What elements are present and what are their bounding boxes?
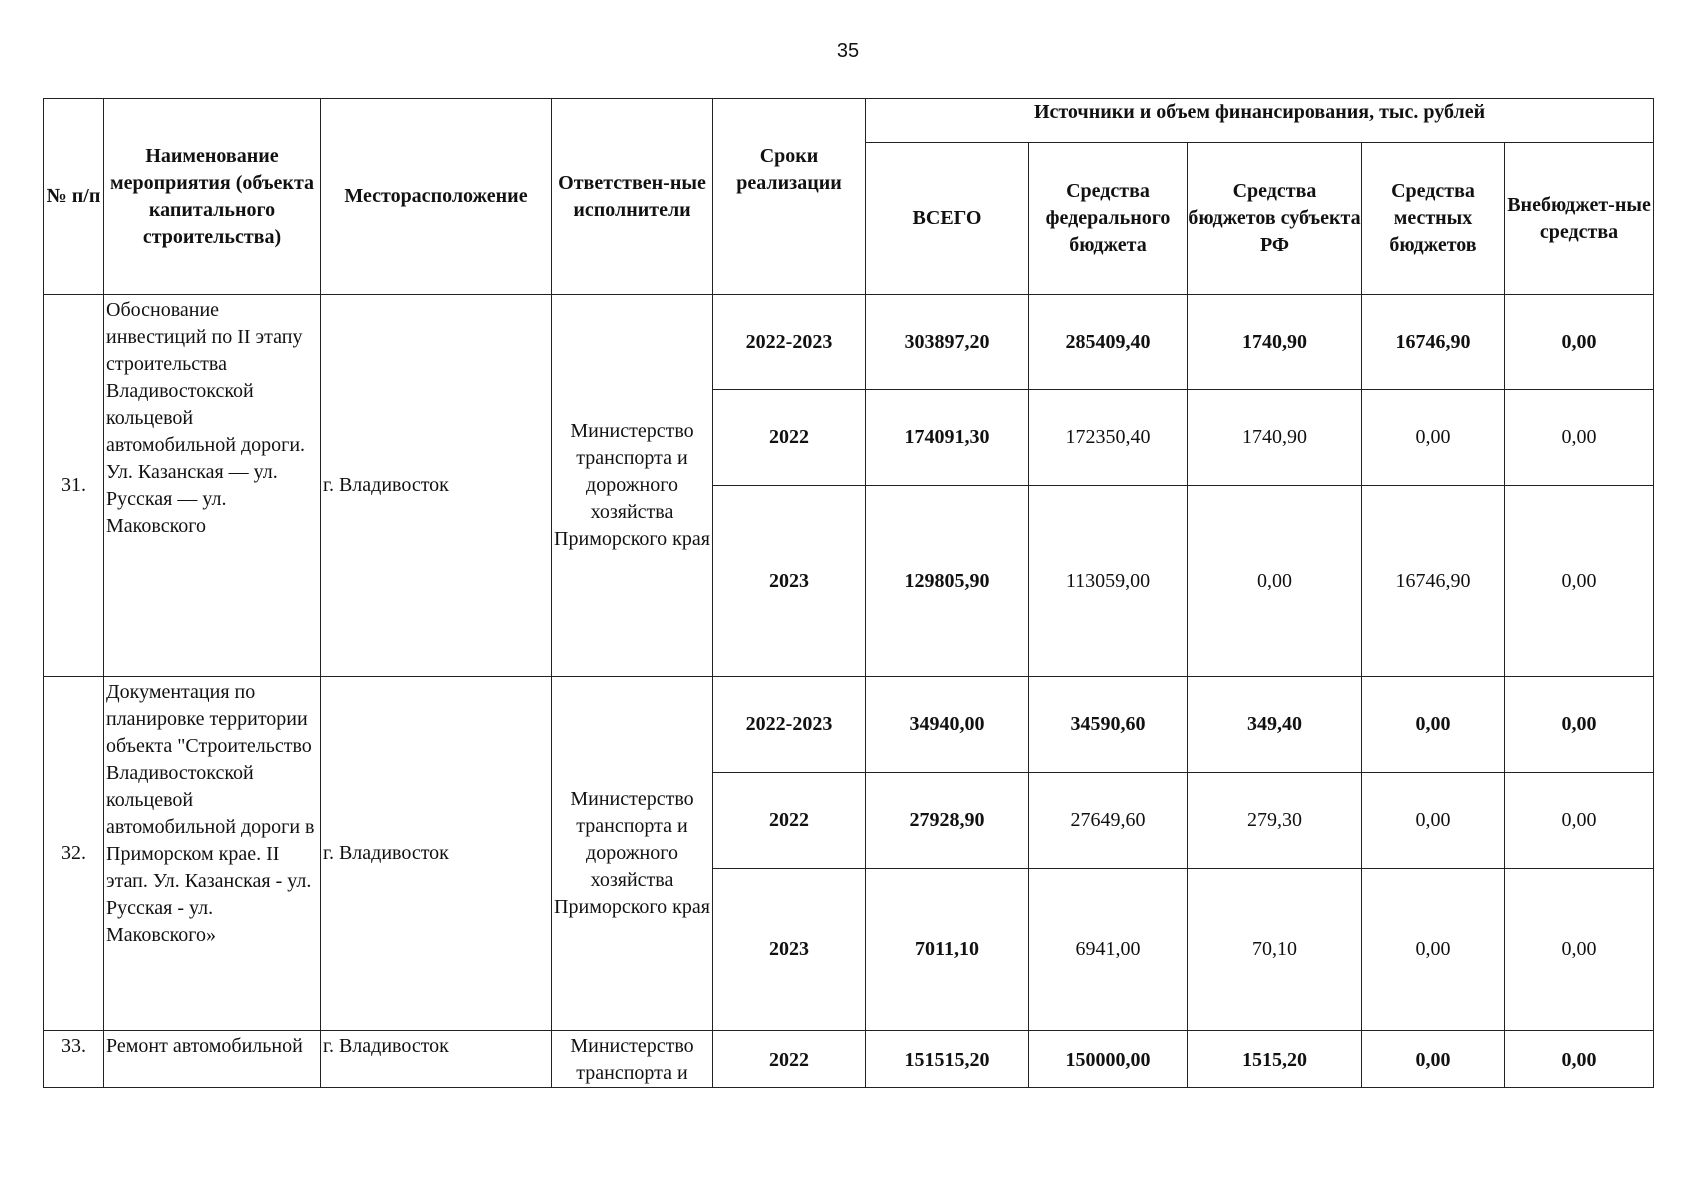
federal-cell: 6941,00: [1029, 869, 1188, 1031]
header-offbudget: Внебюджет-ные средства: [1505, 143, 1654, 295]
row-number: 32.: [44, 677, 104, 1031]
header-federal: Средства федерального бюджета: [1029, 143, 1188, 295]
financing-table: [43, 98, 1654, 1088]
event-name: Обоснование инвестиций по II этапу строительства Владивостокской кольцевой автомобильной дороги. Ул. Казанская — ул. Русская — ул. Маковского: [104, 295, 321, 677]
header-local: Средства местных бюджетов: [1362, 143, 1505, 295]
period-cell: 2022-2023: [713, 677, 866, 773]
period-cell: 2022: [713, 390, 866, 486]
offbudget-cell: 0,00: [1505, 1031, 1654, 1088]
event-name: Ремонт автомобильной: [104, 1031, 321, 1088]
offbudget-cell: 0,00: [1505, 773, 1654, 869]
event-name: Документация по планировке территории объекта "Строительство Владивостокской кольцевой автомобильной дороги в Приморском крае. II этап. Ул. Казанская - ул. Русская - ул. Маковского»: [104, 677, 321, 1031]
offbudget-cell: 0,00: [1505, 486, 1654, 677]
offbudget-cell: 0,00: [1505, 295, 1654, 390]
total-cell: 174091,30: [866, 390, 1029, 486]
total-cell: 151515,20: [866, 1031, 1029, 1088]
header-executors: Ответствен-ные исполнители: [552, 99, 713, 295]
local-cell: 0,00: [1362, 773, 1505, 869]
header-name: Наименование мероприятия (объекта капитального строительства): [104, 99, 321, 295]
local-cell: 0,00: [1362, 390, 1505, 486]
offbudget-cell: 0,00: [1505, 390, 1654, 486]
period-cell: 2022-2023: [713, 295, 866, 390]
total-cell: 129805,90: [866, 486, 1029, 677]
subject-cell: 70,10: [1188, 869, 1362, 1031]
table-row: [44, 677, 1654, 773]
local-cell: 0,00: [1362, 677, 1505, 773]
table-row: [44, 1031, 1654, 1088]
local-cell: 0,00: [1362, 869, 1505, 1031]
location: г. Владивосток: [321, 677, 552, 1031]
total-cell: 34940,00: [866, 677, 1029, 773]
subject-cell: 1740,90: [1188, 390, 1362, 486]
federal-cell: 172350,40: [1029, 390, 1188, 486]
federal-cell: 150000,00: [1029, 1031, 1188, 1088]
local-cell: 16746,90: [1362, 295, 1505, 390]
federal-cell: 27649,60: [1029, 773, 1188, 869]
row-number: 31.: [44, 295, 104, 677]
federal-cell: 113059,00: [1029, 486, 1188, 677]
location: г. Владивосток: [321, 295, 552, 677]
executor: Министерство транспорта и: [552, 1031, 713, 1088]
header-sources: Источники и объем финансирования, тыс. рублей: [866, 99, 1654, 143]
offbudget-cell: 0,00: [1505, 869, 1654, 1031]
period-cell: 2023: [713, 486, 866, 677]
executor: Министерство транспорта и дорожного хозяйства Приморского края: [552, 295, 713, 677]
subject-cell: 0,00: [1188, 486, 1362, 677]
period-cell: 2022: [713, 1031, 866, 1088]
federal-cell: 285409,40: [1029, 295, 1188, 390]
local-cell: 0,00: [1362, 1031, 1505, 1088]
header-row-1: [44, 99, 1654, 143]
subject-cell: 279,30: [1188, 773, 1362, 869]
table-row: [44, 295, 1654, 390]
header-period: Сроки реализации: [713, 99, 866, 295]
local-cell: 16746,90: [1362, 486, 1505, 677]
period-cell: 2023: [713, 869, 866, 1031]
header-num: № п/п: [44, 99, 104, 295]
subject-cell: 349,40: [1188, 677, 1362, 773]
federal-cell: 34590,60: [1029, 677, 1188, 773]
page-number: 35: [836, 40, 860, 62]
subject-cell: 1740,90: [1188, 295, 1362, 390]
total-cell: 27928,90: [866, 773, 1029, 869]
row-number: 33.: [44, 1031, 104, 1088]
location: г. Владивосток: [321, 1031, 552, 1088]
subject-cell: 1515,20: [1188, 1031, 1362, 1088]
offbudget-cell: 0,00: [1505, 677, 1654, 773]
period-cell: 2022: [713, 773, 866, 869]
header-total: ВСЕГО: [866, 143, 1029, 295]
header-location: Месторасположение: [321, 99, 552, 295]
executor: Министерство транспорта и дорожного хозяйства Приморского края: [552, 677, 713, 1031]
header-subject: Средства бюджетов субъекта РФ: [1188, 143, 1362, 295]
total-cell: 303897,20: [866, 295, 1029, 390]
total-cell: 7011,10: [866, 869, 1029, 1031]
